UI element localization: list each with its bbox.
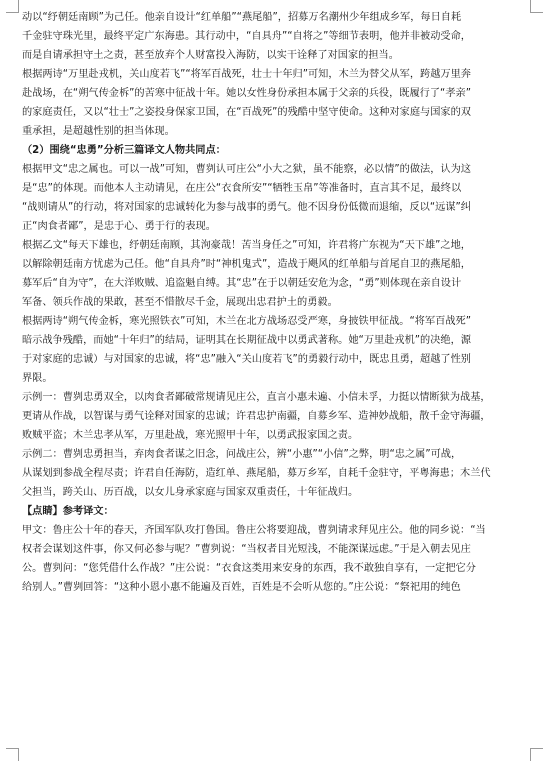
text-line: 动以“纾朝廷南顾”为己任。他亲自设计“红单船”“燕尾船”，招募万名潮州少年组成乡军，每日自耗 bbox=[22, 12, 462, 23]
text-line: 父担当，跨关山、历百战，以女儿身承家庭与国家双重责任，十年征战归。 bbox=[22, 487, 359, 498]
text-line: 募军后“自为守”，在大洋败贼、追盗魁自缚。其“忠”在于以朝廷安危为念，“勇”则体现在亲自设计 bbox=[22, 278, 462, 289]
section-heading: 【点睛】参考译文： bbox=[22, 506, 114, 517]
crop-mark-top-left bbox=[6, 0, 19, 13]
text-line: 暗示战争残酷，而她“十年归”的结局，证明其在长期征战中以勇武著称。她“万里赴戎机”的决绝，源 bbox=[22, 335, 471, 346]
document-body bbox=[22, 8, 532, 597]
text-line: 公。曹刿问：“您凭借什么作战？”庄公说：“衣食这类用来安身的东西，我不敢独自享有，一定把它分 bbox=[22, 563, 476, 574]
text-line: 从谋划到参战全程尽责；许君自任海防，造红单、燕尾船，募万乡军，自耗千金驻守，平粤海患；木兰代 bbox=[22, 468, 491, 479]
text-line: 界限。 bbox=[22, 373, 53, 384]
text-line: 赴战场，在“朔气传金柝”的苦寒中征战十年。她以女性身份承担本属于父亲的兵役，既履行了“孝亲” bbox=[22, 88, 471, 99]
text-line: 根据两诗“万里赴戎机，关山度若飞”“将军百战死，壮士十年归”可知，木兰为替父从军，跨越万里奔 bbox=[22, 69, 471, 80]
text-line: 根据甲文“忠之属也。可以一战”可知，曹刿认可庄公“小大之狱，虽不能察，必以情”的做法，认为这 bbox=[22, 164, 471, 175]
text-line: 根据乙文“每天下雄也，纾朝廷南顾，其洵豪哉！苦当身任之”可知，许君将广东视为“天下雄”之地， bbox=[22, 240, 471, 251]
text-line: 千金驻守珠光里，最终平定广东海患。其行动中，“自具舟”“自将之”等细节表明，他并非被动受命， bbox=[22, 31, 471, 42]
text-line: 军备、领兵作战的果敢，甚至不惜散尽千金，展现出忠君护土的勇毅。 bbox=[22, 297, 338, 308]
crop-mark-bottom-right bbox=[530, 748, 543, 761]
text-line: 甲文：鲁庄公十年的春天，齐国军队攻打鲁国。鲁庄公将要迎战，曹刿请求拜见庄公。他的同乡说：“当 bbox=[22, 525, 486, 536]
crop-mark-bottom-left bbox=[6, 748, 19, 761]
text-line: “战则请从”的行动，将对国家的忠诚转化为参与战事的勇气。他不因身份低微而退缩，反以“远谋”纠 bbox=[22, 202, 471, 213]
text-line: 的家庭责任，又以“壮士”之姿投身保家卫国，在“百战死”的残酷中坚守使命。这种对家庭与国家的双 bbox=[22, 107, 471, 118]
text-line: 更请从作战，以智谋与勇气诠释对国家的忠诚；许君忠护南疆，自募乡军、造神妙战船，散千金守海疆， bbox=[22, 411, 491, 422]
text-line: 而是自请承担守土之责，甚至放弃个人财富投入海防，以实干诠释了对国家的担当。 bbox=[22, 50, 399, 61]
document-page bbox=[22, 8, 532, 597]
text-line: 败贼平盗；木兰忠孝从军，万里赴战，寒光照甲十年，以勇武报家国之责。 bbox=[22, 430, 359, 441]
text-line: 是“忠”的体现。而他本人主动请见，在庄公“衣食所安”“牺牲玉帛”等准备时，直言其不足，最终以 bbox=[22, 183, 462, 194]
text-line: 重承担，是超越性别的担当体现。 bbox=[22, 126, 175, 137]
text-line: 示例二：曹刿忠勇担当，弃肉食者谋之旧念，问战庄公，辨“小惠”“小信”之弊，明“忠之属”可战， bbox=[22, 449, 462, 460]
section-heading: （2）围绕“忠勇”分析三篇译文人物共同点： bbox=[22, 145, 226, 156]
text-line: 权者会谋划这件事，你又何必参与呢？”曹刿说：“当权者目光短浅，不能深谋远虑。”于是入朝去见庄 bbox=[22, 544, 471, 555]
text-line: 给别人。”曹刿回答：“这种小恩小惠不能遍及百姓，百姓是不会听从您的。”庄公说：“祭祀用的纯色 bbox=[22, 582, 461, 593]
text-line: 于对家庭的忠诚）与对国家的忠诚，将“忠”融入“关山度若飞”的勇毅行动中，既忠且勇，超越了性别 bbox=[22, 354, 471, 365]
text-line: 根据两诗“朔气传金柝，寒光照铁衣”可知，木兰在北方战场忍受严寒，身披铁甲征战。“将军百战死” bbox=[22, 316, 471, 327]
text-line: 以解除朝廷南方忧虑为己任。他“自具舟”时“神机鬼式”，造战于飓风的红单船与首尾自卫的燕尾船， bbox=[22, 259, 471, 270]
text-line: 正“肉食者鄙”，是忠于心、勇于行的表现。 bbox=[22, 221, 216, 232]
text-line: 示例一：曹刿忠勇双全，以肉食者鄙破常规请见庄公，直言小惠未遍、小信未孚，力挺以情断狱为战基， bbox=[22, 392, 491, 403]
